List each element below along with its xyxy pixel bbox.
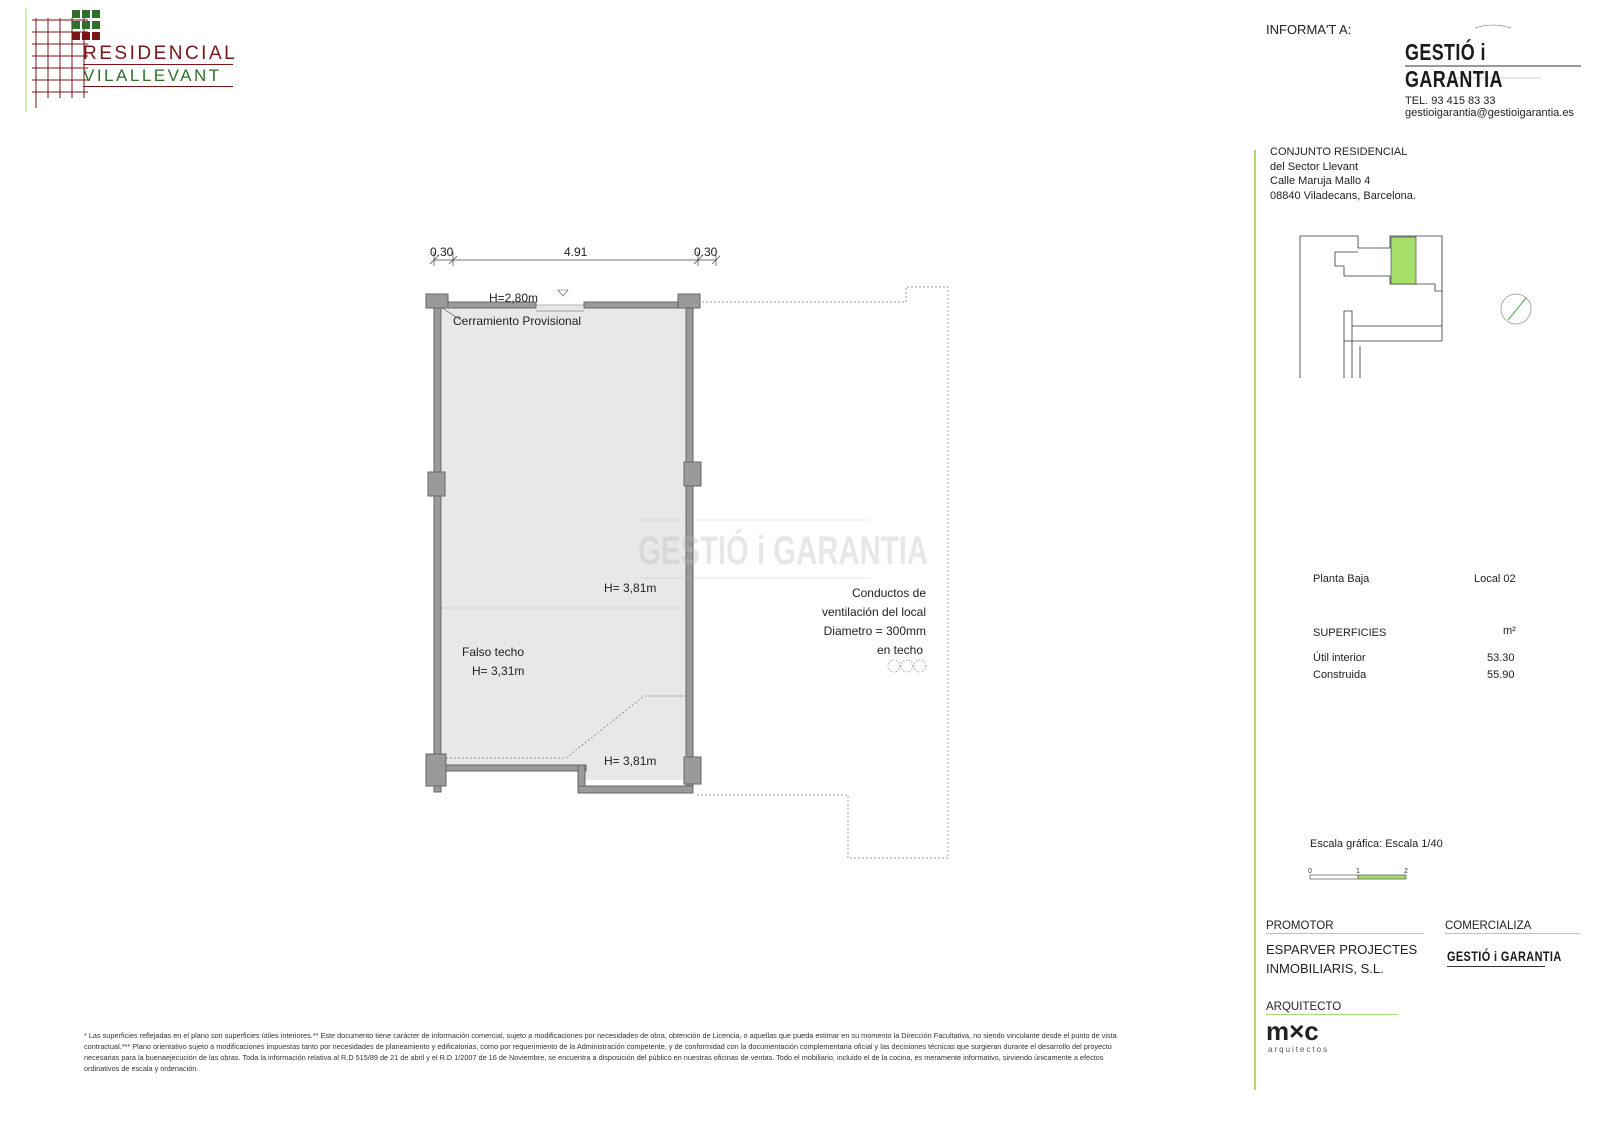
north-arrow-icon xyxy=(1501,294,1531,324)
email-text: gestioigarantia@gestioigarantia.es xyxy=(1405,107,1574,119)
ducts-line-2: ventilación del local xyxy=(821,605,926,619)
address-line-1: CONJUNTO RESIDENCIAL xyxy=(1270,146,1408,158)
height-top-label: H=2,80m xyxy=(489,291,539,305)
logo-divider xyxy=(83,64,233,65)
comercializa-brand: GESTIÓ i GARANTIA xyxy=(1447,948,1562,964)
promotor-line-1: ESPARVER PROJECTES xyxy=(1266,942,1418,957)
address-line-3: Calle Maruja Mallo 4 xyxy=(1270,175,1371,187)
scale-bar xyxy=(1308,864,1418,886)
duct-circles-icon xyxy=(888,660,926,672)
informa-label: INFORMA'T A: xyxy=(1266,22,1352,37)
ducts-line-3: Diametro = 300mm xyxy=(823,624,926,638)
promotor-title: PROMOTOR xyxy=(1266,920,1334,932)
arquitecto-title: ARQUITECTO xyxy=(1266,1001,1342,1013)
false-ceiling-label: Falso techo xyxy=(462,645,525,659)
util-label: Útil interior xyxy=(1313,652,1366,664)
local-label: Local 02 xyxy=(1474,573,1516,585)
scale-tick-1: 1 xyxy=(1356,868,1360,875)
ducts-line-4: en techo xyxy=(876,643,923,657)
phone-text: TEL. 93 415 83 33 xyxy=(1405,95,1496,107)
logo-underline xyxy=(83,86,233,87)
key-plan xyxy=(1300,236,1550,386)
scale-label: Escala gráfica: Escala 1/40 xyxy=(1310,838,1443,850)
dimension-right: 0.30 xyxy=(694,245,718,259)
logo-subtitle: VILALLEVANT xyxy=(83,66,222,85)
watermark xyxy=(638,520,1034,578)
scale-tick-2: 2 xyxy=(1404,868,1408,875)
architect-subtitle: arquitectos xyxy=(1268,1045,1330,1054)
enclosure-label: Cerramiento Provisional xyxy=(453,314,582,328)
promotor-name xyxy=(1266,940,1417,978)
util-value: 53.30 xyxy=(1487,652,1515,664)
surfaces-title: SUPERFICIES xyxy=(1313,627,1387,639)
arquitecto-rule xyxy=(1266,1014,1398,1015)
false-ceiling-height: H= 3,31m xyxy=(472,664,525,678)
surfaces-unit: m² xyxy=(1503,625,1516,637)
floor-plan xyxy=(420,230,1034,890)
floor-label: Planta Baja xyxy=(1313,573,1370,585)
architect-logo: m×c xyxy=(1266,1016,1319,1046)
gestio-garantia-logo xyxy=(1405,18,1581,92)
address-line-4: 08840 Viladecans, Barcelona. xyxy=(1270,189,1416,202)
sidebar-divider xyxy=(1254,150,1256,1090)
comercializa-brand-rule xyxy=(1447,966,1545,967)
promotor-rule xyxy=(1266,933,1424,934)
comercializa-title: COMERCIALIZA xyxy=(1445,920,1532,932)
address-line-2: del Sector Llevant xyxy=(1270,160,1359,173)
disclaimer-text: * Las superficies reflejadas en el plano son superficies útiles interiores.** Este documento tiene carácter de información comercial, sujeto a modificaciones por necesidades de obra, obtención de Licencia, o aquellas que pueda estimar en su momento la Dirección Facultativa, no siendo vinculante desde el punto de vista contractual.*** Plano orientativo sujeto a modificaciones impuestas tanto por necesidades de planeamiento y edificatorias, como por requerimiento de la Administración competente, y de conformidad con la documentación complementaria oficial y las decisiones técnicas que surgieran durante el desarrollo del proyecto necesarias para la buenaejecución de las obras. Toda la información relativa al R.D 515/89 de 21 de abril y el R.D 1/2007 de 16 de Noviembre, se encuentra a disposición del público en nuestras oficinas de ventas. Todo el mobiliario, incluido el de la cocina, es meramente informativo, sirviendo únicamente a efectos ordinativos de escala y ordenación. xyxy=(84,1031,1117,1073)
height-bottom-label: H= 3,81m xyxy=(604,754,657,768)
key-plan-unit-highlight xyxy=(1391,237,1416,284)
ducts-line-1: Conductos de xyxy=(851,586,926,600)
scale-tick-0: 0 xyxy=(1308,868,1312,875)
height-mid-label: H= 3,81m xyxy=(604,581,657,595)
comercializa-logo xyxy=(1447,948,1562,980)
comercializa-rule xyxy=(1445,933,1580,934)
address-block xyxy=(1270,145,1416,203)
logo-title: RESIDENCIAL xyxy=(83,43,238,64)
built-value: 55.90 xyxy=(1487,669,1515,681)
brand-name: GESTIÓ i GARANTIA xyxy=(1405,39,1503,92)
promotor-line-2: INMOBILIARIS, S.L. xyxy=(1266,961,1384,976)
built-label: Construida xyxy=(1313,669,1367,681)
watermark-text: GESTIÓ i GARANTIA xyxy=(638,529,1034,573)
dimension-left: 0.30 xyxy=(430,245,454,259)
dimension-center: 4.91 xyxy=(564,245,588,259)
